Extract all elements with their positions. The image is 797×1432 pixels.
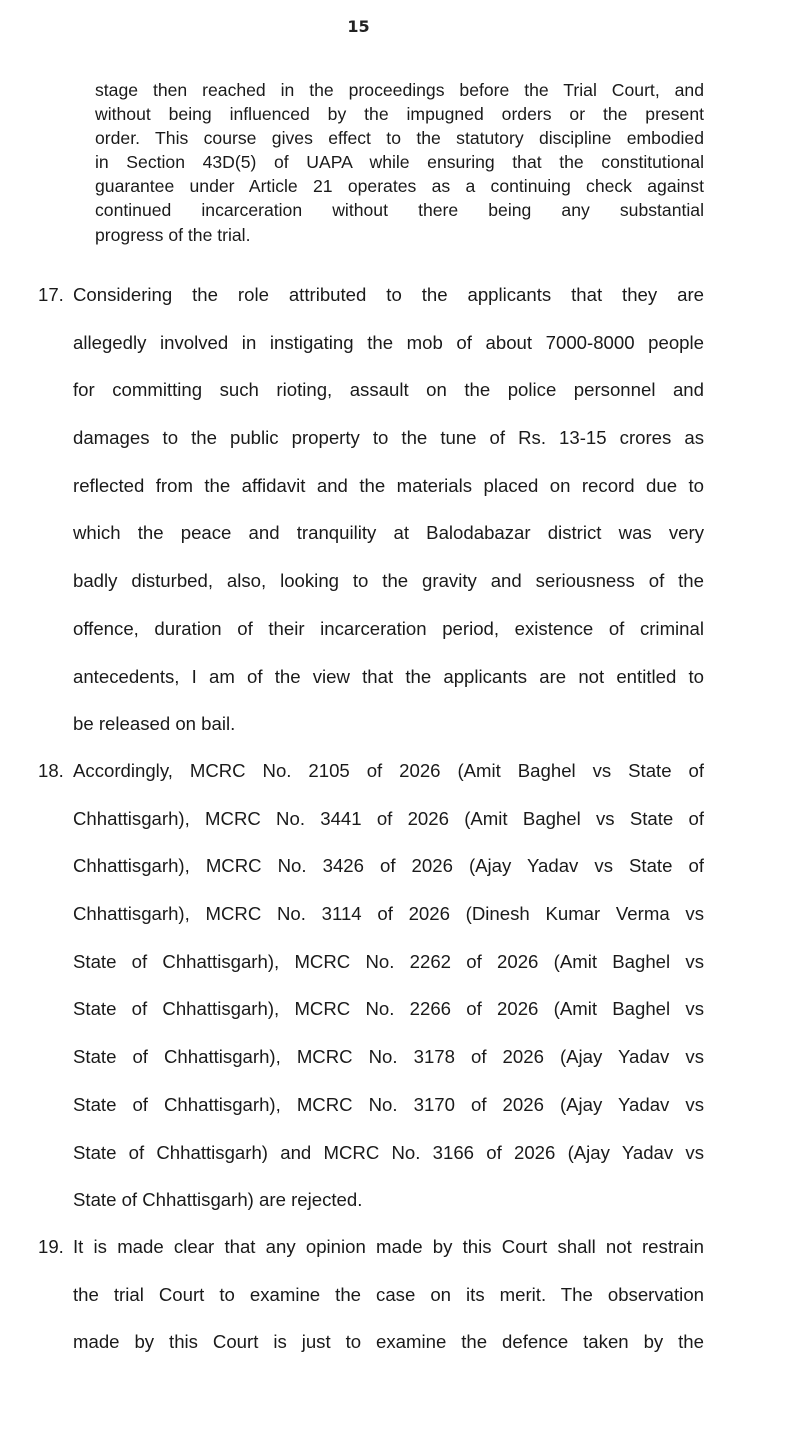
text-line: made by this Court is just to examine the defence taken by the [73,1331,704,1353]
text-line: reflected from the affidavit and the materials placed on record due to [73,474,704,496]
text-line: State of Chhattisgarh), MCRC No. 3178 of 2026 (Ajay Yadav vs [73,1046,704,1068]
text-line: the trial Court to examine the case on its merit. The observation [73,1283,704,1305]
text-line: without being influenced by the impugned orders or the present [95,104,704,125]
text-line: allegedly involved in instigating the mob of about 7000-8000 people [73,331,704,353]
paragraph-17 [38,284,704,761]
paragraph-body [73,760,704,1237]
text-line: Chhattisgarh), MCRC No. 3114 of 2026 (Dinesh Kumar Verma vs [73,903,704,925]
paragraph-body [73,1236,704,1379]
paragraph-number: 17. [38,284,64,305]
text-line: It is made clear that any opinion made by this Court shall not restrain [73,1236,704,1257]
text-line: for committing such rioting, assault on the police personnel and [73,379,704,401]
text-line: Accordingly, MCRC No. 2105 of 2026 (Amit Baghel vs State of [73,760,704,781]
text-line: which the peace and tranquility at Balodabazar district was very [73,522,704,544]
text-line: order. This course gives effect to the statutory discipline embodied [95,128,704,149]
text-line: offence, duration of their incarceration period, existence of criminal [73,617,704,639]
text-line: State of Chhattisgarh), MCRC No. 3170 of 2026 (Ajay Yadav vs [73,1093,704,1115]
text-line: State of Chhattisgarh), MCRC No. 2262 of 2026 (Amit Baghel vs [73,950,704,972]
text-line: State of Chhattisgarh) are rejected. [73,1189,363,1211]
text-line: in Section 43D(5) of UAPA while ensuring that the constitutional [95,152,704,173]
paragraph-body [73,284,704,761]
paragraph-19 [38,1236,704,1379]
paragraph-18 [38,760,704,1237]
text-line: Considering the role attributed to the applicants that they are [73,284,704,305]
text-line: badly disturbed, also, looking to the gravity and seriousness of the [73,570,704,592]
paragraph-number: 19. [38,1236,64,1257]
text-line: progress of the trial. [95,224,251,245]
paragraph-number: 18. [38,760,64,781]
text-line: antecedents, I am of the view that the applicants are not entitled to [73,665,704,687]
text-line: Chhattisgarh), MCRC No. 3426 of 2026 (Ajay Yadav vs State of [73,855,704,877]
text-line: be released on bail. [73,713,236,735]
text-line: damages to the public property to the tune of Rs. 13-15 crores as [73,427,704,449]
quoted-passage [95,78,704,247]
text-line: continued incarceration without there being any substantial [95,200,704,221]
text-line: State of Chhattisgarh) and MCRC No. 3166 of 2026 (Ajay Yadav vs [73,1141,704,1163]
text-line: guarantee under Article 21 operates as a continuing check against [95,176,704,197]
page-number: 15 [347,17,370,36]
text-line: stage then reached in the proceedings before the Trial Court, and [95,80,704,100]
text-line: State of Chhattisgarh), MCRC No. 2266 of 2026 (Amit Baghel vs [73,998,704,1020]
text-line: Chhattisgarh), MCRC No. 3441 of 2026 (Amit Baghel vs State of [73,807,704,829]
